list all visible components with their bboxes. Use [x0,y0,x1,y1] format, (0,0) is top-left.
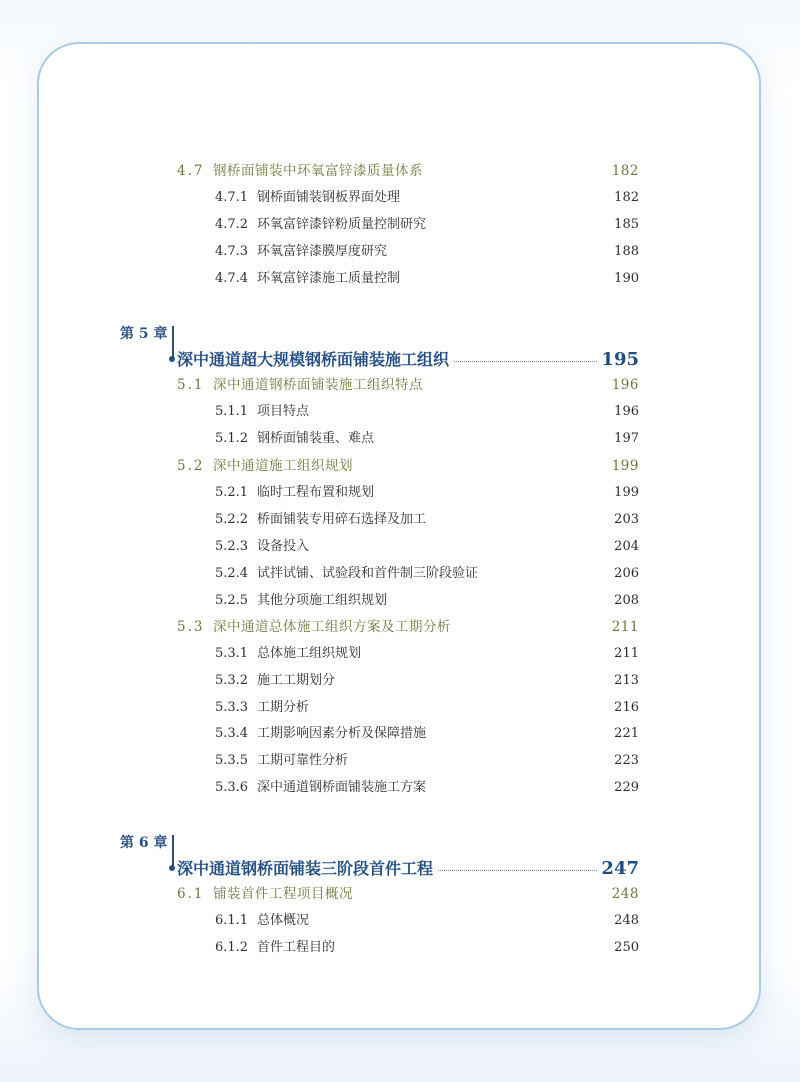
toc-entry-5-1-1[interactable] [0,400,800,424]
section-title: 钢桥面铺装重、难点 [257,431,375,446]
chapter-bracket-line [172,326,174,358]
toc-entry-6-1-1[interactable] [0,909,800,933]
section-number: 5.3 [177,619,205,635]
page-number: 211 [614,646,639,661]
chapter-bracket-dot [169,865,175,871]
toc-entry-4-7-2[interactable] [0,213,800,237]
chapter-title: 深中通道钢桥面铺装三阶段首件工程 [177,856,437,882]
section-number: 4.7.3 [215,244,249,259]
toc-entry-5-3-3[interactable] [0,696,800,720]
section-number: 5.3.1 [215,646,249,661]
section-title: 铺装首件工程项目概况 [213,886,353,902]
page-number: 190 [614,271,639,286]
page-number: 213 [614,673,639,688]
section-number: 5.3.6 [215,780,249,795]
section-number: 5.2.3 [215,539,249,554]
section-number: 5.2.5 [215,593,249,608]
section-number: 5.1 [177,377,205,393]
section-title: 深中通道施工组织规划 [213,458,353,474]
section-number: 6.1 [177,886,205,902]
page-number: 196 [611,377,639,393]
page-number: 211 [611,619,639,635]
section-title: 桥面铺装专用碎石选择及加工 [257,512,427,527]
page-number: 203 [614,512,639,527]
section-number: 5.2.2 [215,512,249,527]
section-number: 5.2 [177,458,205,474]
section-title: 施工工期划分 [257,673,336,688]
page-number: 247 [597,856,639,882]
toc-entry-5-2-1[interactable] [0,481,800,505]
page-number: 250 [614,940,639,955]
section-number: 5.3.2 [215,673,249,688]
section-number: 4.7.2 [215,217,249,232]
page-number: 206 [614,566,639,581]
section-title: 工期分析 [257,700,310,715]
toc-entry-5-2-3[interactable] [0,535,800,559]
section-title: 深中通道总体施工组织方案及工期分析 [213,619,451,635]
toc-entry-5-1[interactable] [0,373,800,397]
page-number: 199 [611,458,639,474]
toc-entry-chapter-6[interactable] [177,856,639,882]
toc-entry-6-1[interactable] [0,882,800,906]
section-number: 5.3.4 [215,726,249,741]
toc-entry-5-2-4[interactable] [0,562,800,586]
toc-entry-4-7-1[interactable] [0,186,800,210]
section-title: 工期可靠性分析 [257,753,349,768]
section-title: 环氧富锌漆锌粉质量控制研究 [257,217,427,232]
section-title: 环氧富锌漆施工质量控制 [257,271,401,286]
section-title: 项目特点 [257,404,310,419]
section-number: 5.1.2 [215,431,249,446]
section-number: 5.2.1 [215,485,249,500]
page-number: 188 [614,244,639,259]
chapter-title: 深中通道超大规模钢桥面铺装施工组织 [177,347,453,373]
toc-entry-5-3-1[interactable] [0,642,800,666]
toc-entry-4-7[interactable] [0,159,800,183]
toc-entry-5-3-6[interactable] [0,776,800,800]
page-number: 204 [614,539,639,554]
page-number: 248 [611,886,639,902]
page-number: 223 [614,753,639,768]
toc-entry-4-7-3[interactable] [0,240,800,264]
section-title: 首件工程目的 [257,940,336,955]
section-title: 工期影响因素分析及保障措施 [257,726,427,741]
page-number: 185 [614,217,639,232]
section-number: 5.1.1 [215,404,249,419]
section-number: 6.1.1 [215,913,249,928]
chapter-bracket-line [172,835,174,867]
section-number: 4.7.1 [215,190,249,205]
page-number: 248 [614,913,639,928]
page-number: 229 [614,780,639,795]
section-title: 深中通道钢桥面铺装施工方案 [257,780,427,795]
page-number: 208 [614,593,639,608]
section-title: 钢桥面铺装中环氧富锌漆质量体系 [213,163,423,179]
page-number: 182 [611,163,639,179]
chapter-label: 第 5 章 [120,326,168,342]
section-title: 临时工程布置和规划 [257,485,375,500]
toc-entry-5-3[interactable] [0,615,800,639]
page-number: 195 [597,347,639,373]
section-title: 钢桥面铺装钢板界面处理 [257,190,401,205]
section-number: 5.2.4 [215,566,249,581]
section-title: 环氧富锌漆膜厚度研究 [257,244,388,259]
toc-entry-6-1-2[interactable] [0,936,800,960]
page-number: 196 [614,404,639,419]
page-number: 197 [614,431,639,446]
chapter-label: 第 6 章 [120,835,168,851]
page-number: 182 [614,190,639,205]
toc-entry-5-2-2[interactable] [0,508,800,532]
toc-entry-5-2-5[interactable] [0,589,800,613]
section-title: 总体施工组织规划 [257,646,362,661]
chapter-bracket-dot [169,356,175,362]
section-number: 4.7 [177,163,205,179]
section-title: 设备投入 [257,539,310,554]
section-number: 5.3.3 [215,700,249,715]
toc-entry-5-3-5[interactable] [0,749,800,773]
section-number: 6.1.2 [215,940,249,955]
toc-entry-5-3-4[interactable] [0,722,800,746]
section-title: 总体概况 [257,913,310,928]
section-title: 其他分项施工组织规划 [257,593,388,608]
page-number: 199 [614,485,639,500]
toc-entry-5-3-2[interactable] [0,669,800,693]
section-title: 试拌试铺、试验段和首件制三阶段验证 [257,566,479,581]
toc-entry-4-7-4[interactable] [0,267,800,291]
toc-entry-5-2[interactable] [0,454,800,478]
section-number: 5.3.5 [215,753,249,768]
page-number: 216 [614,700,639,715]
section-number: 4.7.4 [215,271,249,286]
page-number: 221 [614,726,639,741]
toc-entry-chapter-5[interactable] [177,347,639,373]
toc-entry-5-1-2[interactable] [0,427,800,451]
section-title: 深中通道钢桥面铺装施工组织特点 [213,377,423,393]
